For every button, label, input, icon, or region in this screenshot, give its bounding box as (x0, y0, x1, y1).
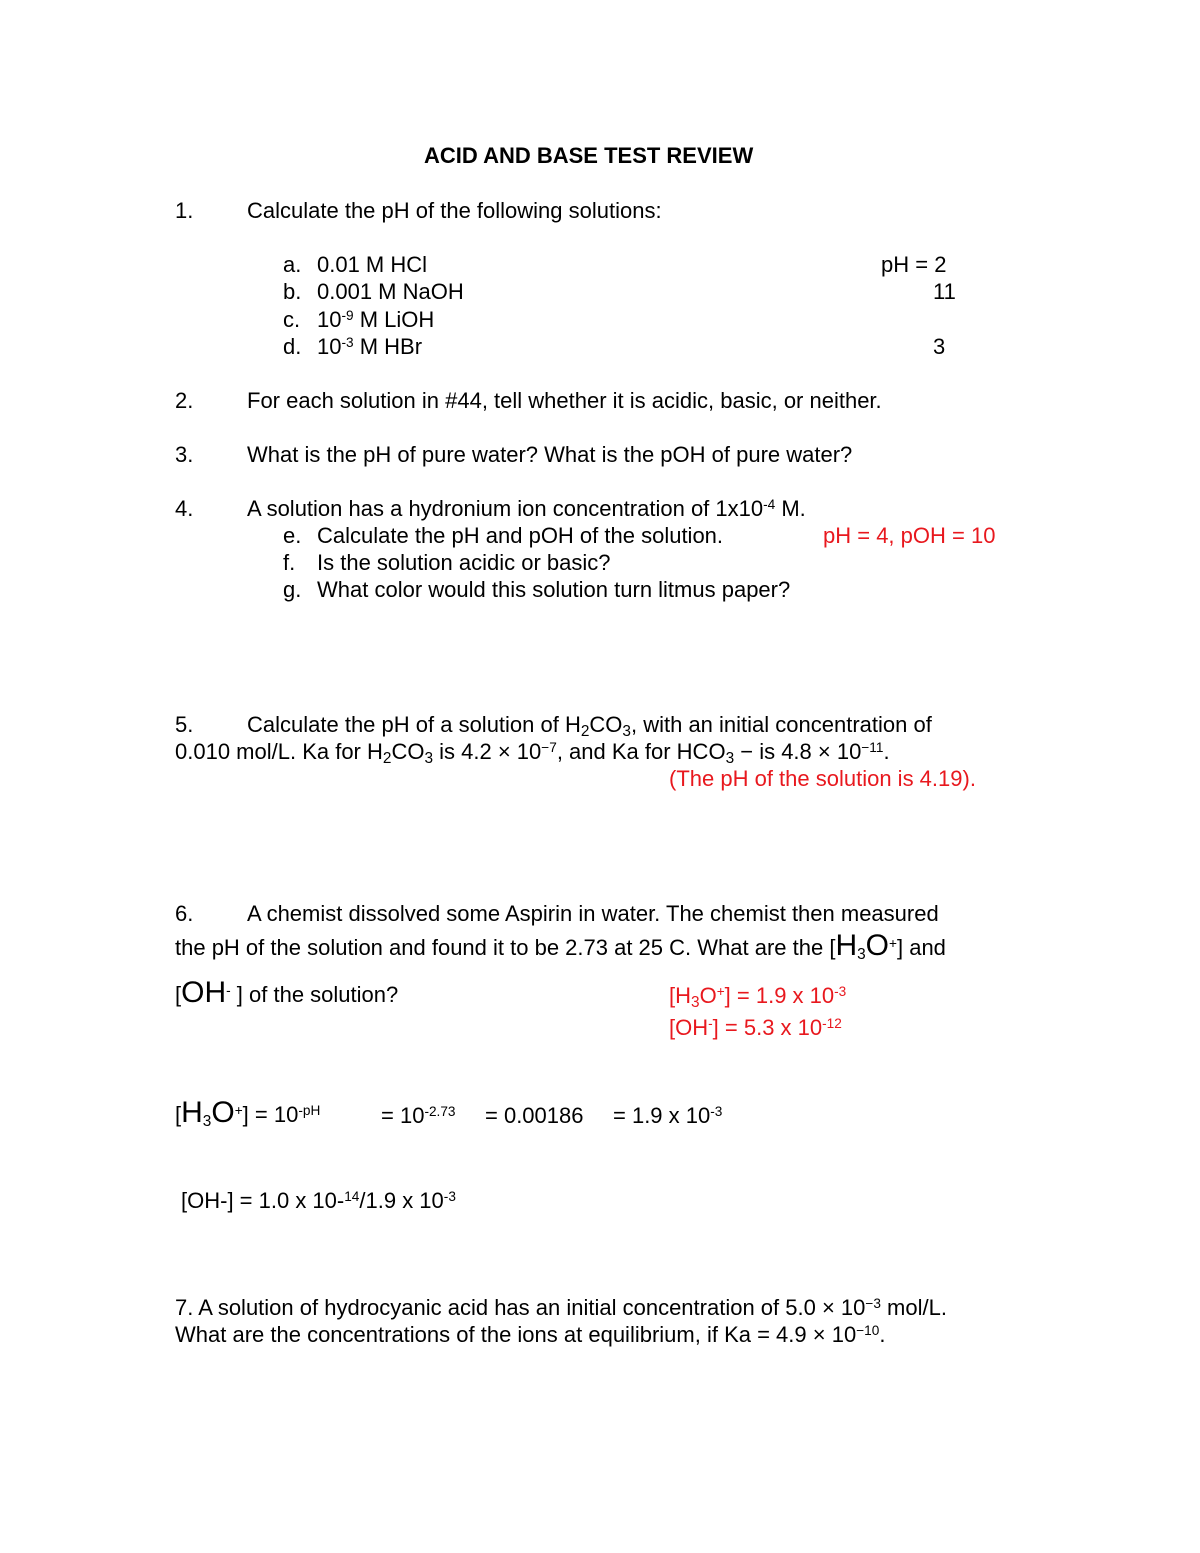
q4f-letter: f. (283, 550, 296, 575)
q2-text: For each solution in #44, tell whether it is acidic, basic, or neither. (247, 388, 882, 413)
q4g-text: What color would this solution turn litmus paper? (317, 577, 791, 602)
q7-line2: What are the concentrations of the ions at equilibrium, if $Ka = 4.9 \times 10^{-10}$. (175, 1322, 886, 1347)
work-step4: = 1.9 x $10^{-3}$ (613, 1103, 723, 1128)
q6-number: 6. (175, 901, 194, 926)
q4-number: 4. (175, 496, 194, 521)
q4e-letter: e. (283, 523, 302, 548)
q1a-label: 0.01 M HCl (317, 252, 428, 277)
q1b-letter: b. (283, 279, 302, 304)
q6-answer-h3o: $[H_3O^+] = 1.9$ x $10^{-3}$ (669, 983, 847, 1011)
q3-number: 3. (175, 442, 194, 467)
q2-number: 2. (175, 388, 194, 413)
q4e-answer: pH = 4, pOH = 10 (823, 523, 996, 548)
q7-line1: 7. A solution of hydrocyanic acid has an initial concentration of $5.0 \times 10^{-3}$ mol/L. (175, 1295, 947, 1320)
work-step2: = $10^{-2.73}$ (381, 1103, 456, 1128)
q1b-answer: 11 (933, 279, 956, 304)
page-title: ACID AND BASE TEST REVIEW (424, 143, 754, 168)
q1a-answer: pH = 2 (881, 252, 947, 277)
q1b-label: 0.001 M NaOH (317, 279, 464, 304)
q4-text: A solution has a hydronium ion concentration of $1x10^{-4}$ M. (247, 496, 806, 521)
q1-text: Calculate the pH of the following solutions: (247, 198, 662, 223)
q4f-text: Is the solution acidic or basic? (317, 550, 611, 575)
q6-answer-oh: [OH-] = 5.3 x $10^{-12}$ (669, 1015, 842, 1040)
q4e-text: Calculate the pH and pOH of the solution. (317, 523, 724, 548)
work-oh-line: [OH-] = 1.0 x 10-$^{14}$/1.9 x $10^{-3}$ (181, 1188, 456, 1213)
q6-line3: [OH- ] of the solution? (175, 976, 399, 1009)
q1-number: 1. (175, 198, 194, 223)
work-step3: = 0.00186 (485, 1103, 584, 1128)
q1c-label: $10^{-9}$ M LiOH (317, 307, 435, 332)
q3-text: What is the pH of pure water? What is the pOH of pure water? (247, 442, 853, 467)
q5-line2: 0.010 mol/L. Ka for $H_2CO_3$ is $4.2 \times 10^{-7}$, and Ka for $HCO_3$ − is $4.8 \times 10^{-11}$. (175, 739, 890, 767)
q4g-letter: g. (283, 577, 302, 602)
q6-line1: A chemist dissolved some Aspirin in water. The chemist then measured (247, 901, 939, 926)
q6-line2: the pH of the solution and found it to be 2.73 at 25 C. What are the $[H_3O^+]$ and (175, 929, 946, 963)
q5-answer: (The pH of the solution is 4.19). (669, 766, 976, 791)
work-h3o-line: $[H_3O^+] = 10^{-pH}$ (175, 1096, 321, 1130)
q1a-letter: a. (283, 252, 302, 277)
q1d-label: $10^{-3}$ M HBr (317, 334, 423, 359)
q5-number: 5. (175, 712, 194, 737)
q5-line1: Calculate the pH of a solution of $H_2CO_3$, with an initial concentration of (247, 712, 932, 740)
q1c-letter: c. (283, 307, 301, 332)
q1d-answer: 3 (933, 334, 946, 359)
q1d-letter: d. (283, 334, 302, 359)
